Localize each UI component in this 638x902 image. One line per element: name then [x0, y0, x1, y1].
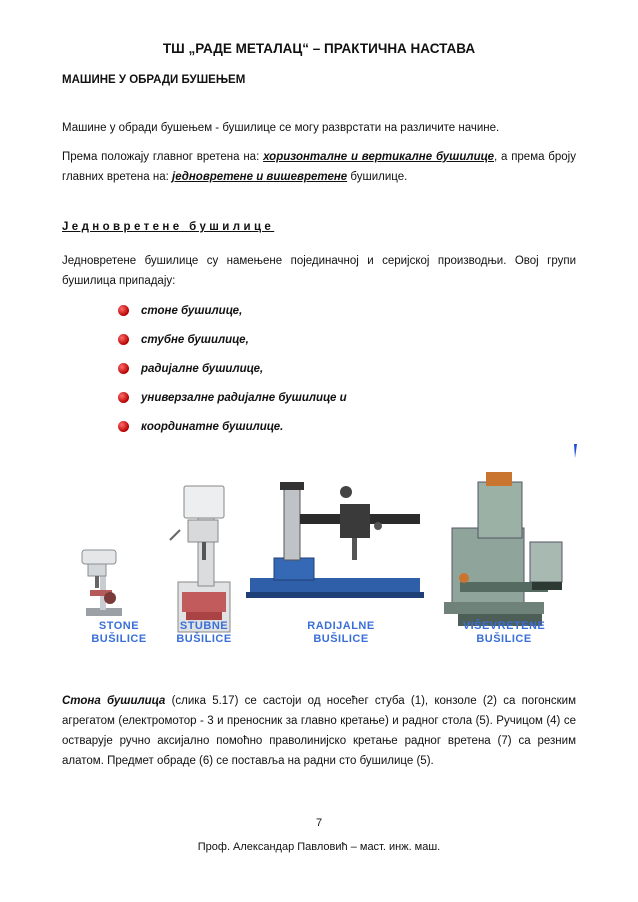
list-item: универзалне радијалне бушилице и [118, 383, 347, 412]
red-bullet-icon [118, 392, 129, 403]
caption-column-drills: STUBNE BUŠILICE [176, 620, 232, 645]
red-bullet-icon [118, 363, 129, 374]
spindle-count-types: једновретене и вишевретене [172, 171, 348, 183]
page-number: 7 [315, 817, 323, 829]
section-title: МАШИНЕ У ОБРАДИ БУШЕЊЕМ [62, 74, 246, 86]
column-drill-icon [170, 486, 230, 632]
intro-paragraph-1: Машине у обради бушењем - бушилице се могу разврстати на различите начине. [62, 122, 500, 134]
body-text: (слика 5.17) се састоји од носећег стуба (1), конзоле (2) са погонским агрегатом (електромотор - 3 и преносник за главно кретање) и радног стола (5). Ручицом (4) се остварује ручно аксијално помоћно праволинијско кретање радног вретена (7) са резним алатом. Предмет обраде (6) се поставља на радни сто бушилице (5). [62, 695, 576, 767]
list-item: стоне бушилице, [118, 296, 347, 325]
radial-drill-icon [246, 482, 424, 598]
caption-radial-drills: RADIJALNE BUŠILICE [307, 620, 375, 645]
bench-drill-icon [82, 550, 122, 616]
list-item: стубне бушилице, [118, 325, 347, 354]
red-bullet-icon [118, 421, 129, 432]
intro-paragraph-2 [62, 147, 576, 187]
intro-text: бушилице. [347, 171, 408, 183]
bench-drill-term: Стона бушилица [62, 695, 166, 707]
red-bullet-icon [118, 334, 129, 345]
blue-mark-icon [574, 444, 577, 458]
multi-spindle-drill-icon [444, 472, 562, 626]
page-footer: Проф. Александар Павловић – маст. инж. маш. [197, 841, 441, 853]
list-item: радијалне бушилице, [118, 354, 347, 383]
intro-text: Према положају главног вретена на: [62, 151, 264, 163]
list-item: координатне бушилице. [118, 412, 347, 441]
drill-types-list [118, 296, 347, 441]
caption-bench-drills: STONE BUŠILICE [91, 620, 147, 645]
body-paragraph [62, 691, 576, 771]
spindle-position-types: хоризонталне и вертикалне бушилице [263, 151, 494, 163]
caption-multi-spindle-drills: VIŠEVRETENE BUŠILICE [462, 620, 546, 645]
page-header: ТШ „РАДЕ МЕТАЛАЦ“ – ПРАКТИЧНА НАСТАВА [162, 41, 476, 56]
intro-text: , а према броју главних вретена на: [62, 151, 576, 183]
red-bullet-icon [118, 305, 129, 316]
subsection-title: Једновретене бушилице [62, 221, 275, 233]
subsection-paragraph: Једновретене бушилице су намењене појединачној и серијској производњи. Овој групи бушилица припадају: [62, 255, 576, 287]
